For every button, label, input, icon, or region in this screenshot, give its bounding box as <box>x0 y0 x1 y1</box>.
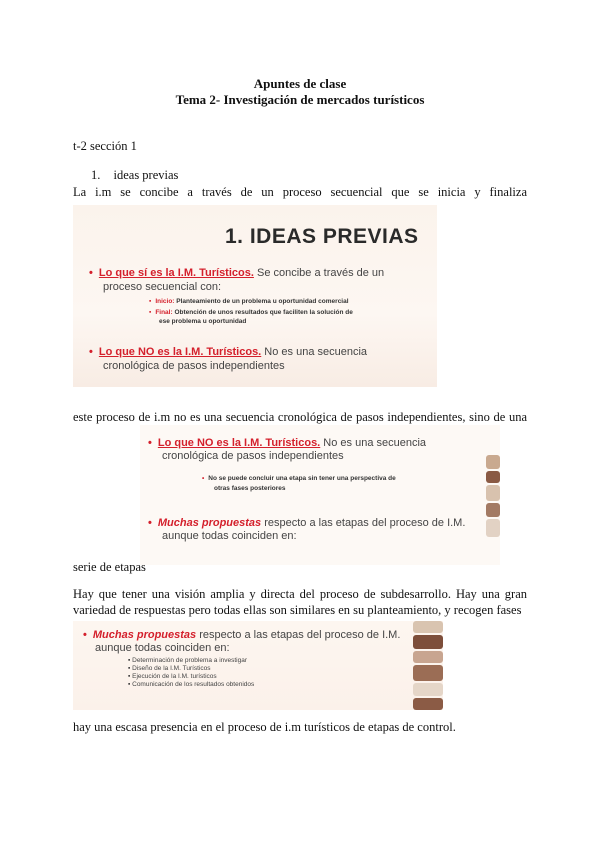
paragraph-4-line-1: Hay que tener una visión amplia y directa del proceso de subdesarrollo. Hay una gran <box>73 587 527 601</box>
bullet-text-continued: aunque todas coinciden en: <box>95 642 230 654</box>
paragraph-4-line-2: variedad de respuestas pero todas ellas son similares en su planteamiento, y recogen fases <box>73 603 522 617</box>
bullet-text-continued: proceso secuencial con: <box>103 281 222 293</box>
slide-bullet: • Muchas propuestas respecto a las etapas del proceso de I.M. <box>83 629 401 641</box>
paragraph-5: hay una escasa presencia en el proceso de i.m turísticos de etapas de control. <box>73 720 456 734</box>
paragraph-3: serie de etapas <box>73 560 146 574</box>
step-item: ▪ Diseño de la I.M. Turísticos <box>128 665 211 672</box>
step-item: ▪ Ejecución de la I.M. turísticos <box>128 673 217 680</box>
slide-image-propuestas <box>73 621 443 710</box>
bullet-text-continued: aunque todas coinciden en: <box>162 530 297 542</box>
bullet-text-continued: cronológica de pasos independientes <box>103 360 285 372</box>
list-number: 1. <box>91 168 101 182</box>
step-item: ▪ Comunicación de los resultados obtenidos <box>128 681 255 688</box>
sub-bullet-continued: ese problema u oportunidad <box>159 318 247 325</box>
slide-bullet: • Muchas propuestas respecto a las etapas del proceso de I.M. <box>148 517 466 529</box>
slide-bullet: • Lo que NO es la I.M. Turísticos. No es una secuencia <box>89 346 368 358</box>
list-item <box>91 167 545 184</box>
document-title: Apuntes de clase <box>253 76 347 91</box>
paragraph-1: La i.m se concibe a través de un proceso secuencial que se inicia y finaliza <box>73 185 527 199</box>
sub-bullet: ▪ Final: Obtención de unos resultados que faciliten la solución de <box>149 309 353 316</box>
paragraph-2: este proceso de i.m no es una secuencia cronológica de pasos independientes, sino de una <box>73 410 527 424</box>
bullet-highlight: Lo que sí es la I.M. Turísticos. <box>98 267 254 279</box>
slide-image-ideas-previas <box>73 205 437 387</box>
section-label: t-2 sección 1 <box>73 139 137 153</box>
sub-bullet: • No se puede concluir una etapa sin tener una perspectiva de <box>202 475 396 482</box>
sub-bullet: ▪ Inicio: Planteamiento de un problema u oportunidad comercial <box>149 298 349 305</box>
books-image <box>486 455 500 539</box>
slide-bullet: • Lo que sí es la I.M. Turísticos. Se concibe a través de un <box>89 267 385 279</box>
books-image <box>413 621 443 710</box>
slide-bullet: • Lo que NO es la I.M. Turísticos. No es una secuencia <box>148 437 427 449</box>
sub-bullet-continued: otras fases posteriores <box>214 485 286 492</box>
list-text: ideas previas <box>113 168 179 182</box>
step-item: ▪ Determinación de problema a investigar <box>128 657 248 664</box>
bullet-text: Se concibe a través de un <box>253 267 385 279</box>
slide-heading: 1. IDEAS PREVIAS <box>225 225 419 248</box>
bullet-text-continued: cronológica de pasos independientes <box>162 450 344 462</box>
slide-image-etapas <box>140 425 500 565</box>
document-subtitle: Tema 2- Investigación de mercados turísticos <box>175 92 425 107</box>
